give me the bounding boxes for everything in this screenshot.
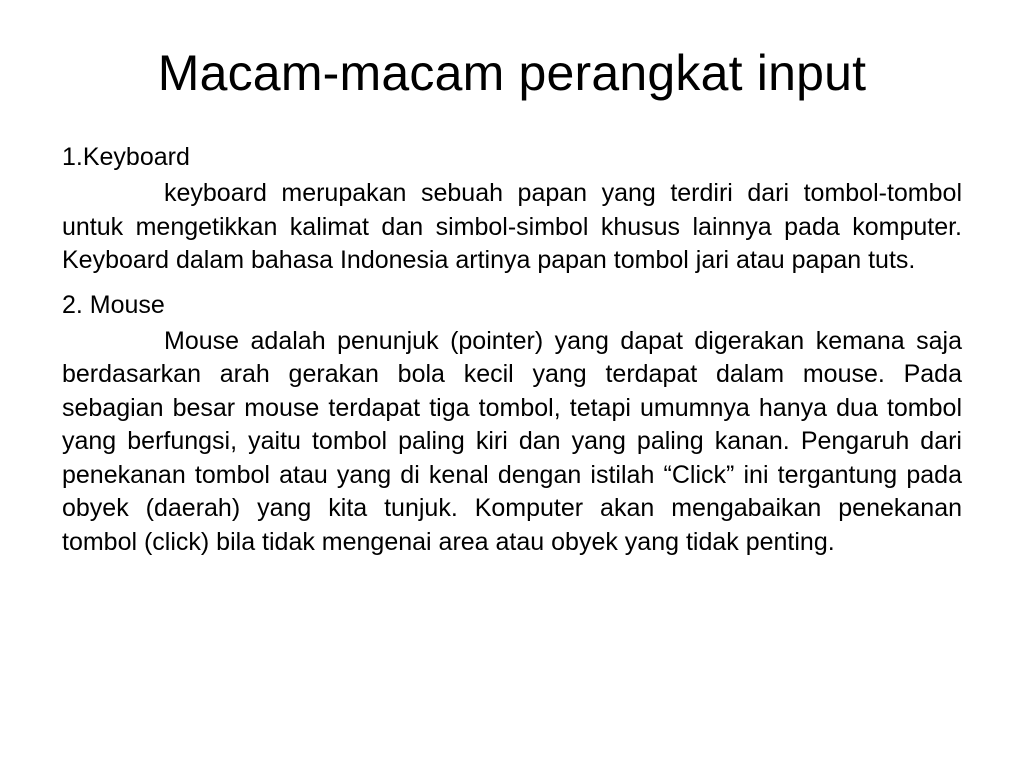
slide-body bbox=[62, 142, 962, 571]
section-keyboard bbox=[62, 142, 962, 278]
section-heading-mouse: 2. Mouse bbox=[62, 290, 165, 319]
section-heading-keyboard: 1.Keyboard bbox=[62, 143, 190, 171]
section-paragraph-keyboard: keyboard merupakan sebuah papan yang terdiri dari tombol-tombol untuk mengetikkan kalimat dan simbol-simbol khusus lainnya pada komputer. Keyboard dalam bahasa Indonesia artinya papan tombol jari atau papan tuts. bbox=[62, 179, 962, 274]
section-paragraph-mouse: Mouse adalah penunjuk (pointer) yang dapat digerakan kemana saja berdasarkan arah gerakan bola kecil yang terdapat dalam mouse. Pada sebagian besar mouse terdapat tiga tombol, tetapi umumnya hanya dua tombol yang berfungsi, yaitu tombol paling kiri dan yang paling kanan. Pengaruh dari penekanan tombol atau yang di kenal dengan istilah “Click” ini tergantung pada obyek (daerah) yang kita tunjuk. Komputer akan mengabaikan penekanan tombol (click) bila tidak mengenai area atau obyek yang tidak penting. bbox=[62, 326, 962, 556]
slide-title: Macam-macam perangkat input bbox=[157, 45, 867, 101]
section-mouse bbox=[62, 290, 962, 560]
